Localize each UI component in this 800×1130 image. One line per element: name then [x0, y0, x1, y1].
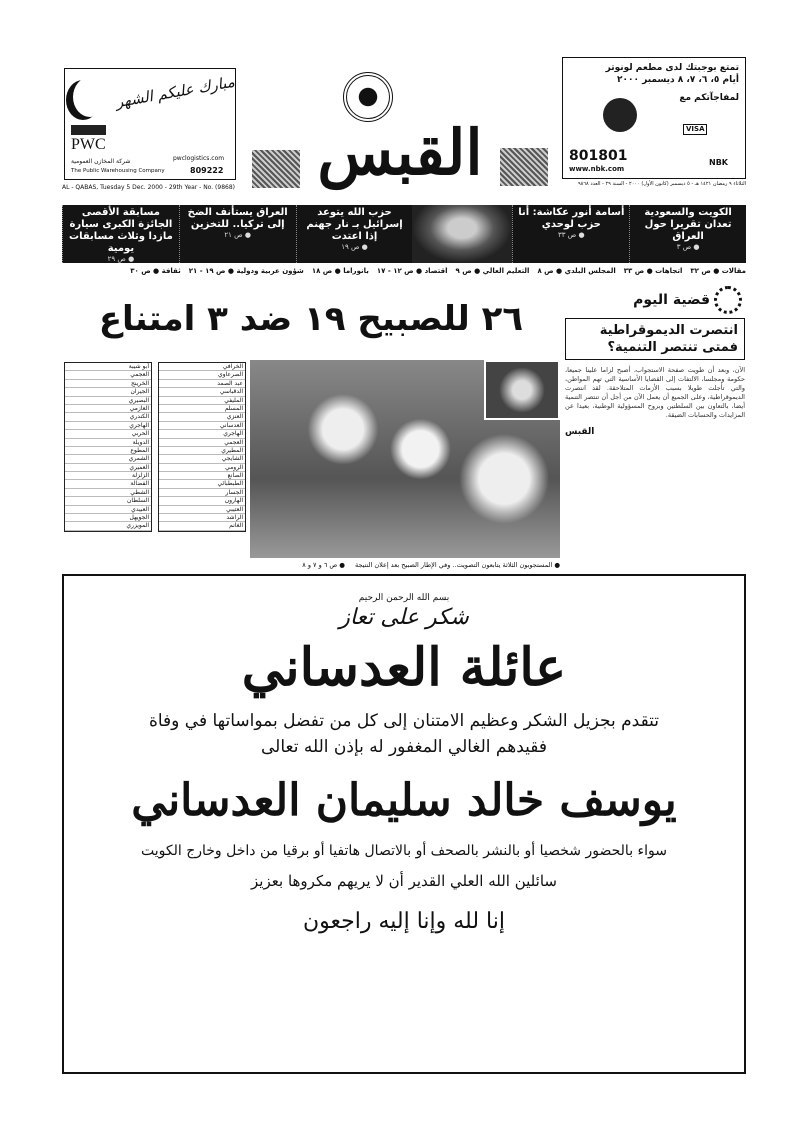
issue-column	[565, 318, 745, 438]
section-link[interactable]: اقتصاد ● ص ١٢ - ١٧	[376, 267, 448, 275]
vote-row: الحربي	[65, 430, 151, 438]
vote-row: الشايجي	[159, 455, 245, 463]
section-link[interactable]: المجلس البلدي ● ص ٨	[537, 267, 616, 275]
caption-text: ● المستجوبون الثلاثة يتابعون التصويت.. وفي الإطار الصبيح بعد إعلان النتيجة	[354, 561, 560, 569]
vote-row: الدقباسي	[159, 388, 245, 396]
vote-row: العميري	[65, 464, 151, 472]
vote-row: المطوع	[65, 447, 151, 455]
bismillah: بسم الله الرحمن الرحيم	[358, 593, 450, 603]
nbk-logo: NBK	[709, 158, 728, 167]
vote-row: الغانم	[159, 522, 245, 530]
ad-subtitle: شكر على تعاز	[339, 605, 469, 630]
deceased-name: يوسف خالد سليمان العدساني	[131, 775, 677, 826]
vote-row: المسلم	[159, 405, 245, 413]
teaser[interactable]: أسامة أنور عكاشة: أنا حزب لوحدي ● ص ٣٣	[512, 205, 629, 263]
dateline-ar: الثلاثاء ٩ رمضان ١٤٢١ هـ - ٥ ديسمبر (كانون الأول) ٢٠٠٠ - السنة ٢٩ - العدد ٩٨٦٨	[578, 181, 746, 187]
ad-line3: لمفاجآتكم مع	[679, 93, 739, 103]
masthead: القبس	[317, 116, 483, 189]
vote-row: العتيبي	[159, 506, 245, 514]
vote-row: الفضالة	[65, 480, 151, 488]
vote-row: الراشد	[159, 514, 245, 522]
issue-title: انتصرت الديموقراطية فمتى تنتصر التنمية؟	[565, 318, 745, 360]
vote-row: العازمي	[65, 405, 151, 413]
caption-page: ● ص ٦ و ٧ و ٨	[302, 561, 345, 569]
section-link[interactable]: بانوراما ● ص ١٨	[311, 267, 369, 275]
section-link[interactable]: شؤون عربية ودولية ● ص ١٩ - ٢١	[188, 267, 304, 275]
sun-logo-icon	[343, 72, 393, 122]
ad-line2: فقيدهم الغالي المغفور له بإذن الله تعالى	[260, 737, 547, 757]
family-name: عائلة العدساني	[241, 637, 567, 698]
section-index	[62, 266, 746, 276]
vote-row: الزلزلة	[65, 472, 151, 480]
inset-photo	[484, 360, 560, 420]
teaser[interactable]: حزب الله يتوعد إسرائيل بـ نار جهنم إذا اعتدت ● ص ١٩	[296, 205, 413, 263]
section-link[interactable]: ثقافة ● ص ٣٠	[130, 267, 181, 275]
ad-line3: سواء بالحضور شخصيا أو بالنشر بالصحف أو بالاتصال هاتفيا أو برقيا من داخل وخارج الكويت	[141, 843, 667, 859]
section-link[interactable]: التعليم العالي ● ص ٩	[455, 267, 530, 275]
vote-row: أبو شيبة	[65, 363, 151, 371]
vote-row: المطيري	[159, 447, 245, 455]
pwc-phone: 809222	[190, 166, 224, 175]
vote-row: الجويهل	[65, 514, 151, 522]
vote-row: الخرافي	[159, 363, 245, 371]
vote-table-right	[158, 362, 246, 532]
vote-row: العدساني	[159, 422, 245, 430]
vote-row: الشطي	[65, 489, 151, 497]
vote-row: الهاجري	[65, 422, 151, 430]
vote-row: العجمي	[65, 371, 151, 379]
photo-caption	[64, 561, 560, 570]
ad-line4: سائلين الله العلي القدير أن لا يريهم مكروها بعزيز	[251, 872, 557, 890]
dateline-en: AL - QABAS, Tuesday 5 Dec. 2000 - 29th Year - No. (9868)	[62, 184, 236, 191]
ad-closing: إنا لله وإنا إليه راجعون	[303, 909, 505, 934]
ad-line1: تمتع بوجبتك لدى مطعم لونوتر	[605, 63, 739, 73]
vote-row: السلطان	[65, 497, 151, 505]
vote-row: المويزري	[65, 522, 151, 530]
vote-row: الخرينج	[65, 380, 151, 388]
nbk-site: www.nbk.com	[569, 165, 625, 173]
portrait-photo	[412, 205, 512, 263]
vote-row: الطبطبائي	[159, 480, 245, 488]
teaser-banner	[62, 205, 746, 263]
company-en: The Public Warehousing Company	[71, 168, 165, 174]
vote-row: الكندري	[65, 413, 151, 421]
vote-row: العنزي	[159, 413, 245, 421]
pwc-ad	[64, 68, 236, 180]
vote-row: الدويلة	[65, 439, 151, 447]
vote-table-left	[64, 362, 152, 532]
ad-line1: تتقدم بجزيل الشكر وعظيم الامتنان إلى كل من تفضل بمواساتها في وفاة	[148, 711, 660, 731]
nbk-ad	[562, 57, 746, 179]
vote-row: الرومي	[159, 464, 245, 472]
teaser[interactable]: مسابقة الأقصى الجائزة الكبرى سيارة مازدا وثلاث مسابقات يومية ● ص ٢٩	[62, 205, 179, 263]
sun-small-icon	[714, 286, 742, 314]
ad-greeting: مبارك عليكم الشهر	[114, 72, 236, 112]
vote-row: الهاجري	[159, 430, 245, 438]
pwc-logo: PWC	[71, 125, 106, 154]
promo-box-left	[252, 150, 300, 188]
vote-row: الشمري	[65, 455, 151, 463]
condolence-ad	[62, 574, 746, 1074]
issue-signature: القبس	[565, 427, 595, 437]
vote-row: العجمي	[159, 439, 245, 447]
vote-row: الجسار	[159, 489, 245, 497]
card-logos: VISA	[683, 124, 707, 135]
main-headline: ٢٦ للصبيح ١٩ ضد ٣ امتناع	[98, 299, 524, 339]
nbk-phone: 801801	[569, 148, 628, 164]
issue-label: قضية اليوم	[633, 292, 710, 308]
vote-row: الصانع	[159, 472, 245, 480]
restaurant-seal-icon	[603, 98, 637, 132]
section-link[interactable]: اتجاهات ● ص ٣٣	[623, 267, 683, 275]
vote-row: الهارون	[159, 497, 245, 505]
vote-row: الصرعاوي	[159, 371, 245, 379]
teaser[interactable]: العراق يستأنف الضخ إلى تركيا.. للتخزين ● ص ٢١	[179, 205, 296, 263]
section-link[interactable]: مقالات ● ص ٣٢	[690, 267, 746, 275]
vote-row: العبيدي	[65, 506, 151, 514]
ad-line2: أيام ٥، ٦، ٧، ٨ ديسمبر ٢٠٠٠	[617, 75, 739, 85]
company-ar: شركة المخازن العمومية	[71, 158, 131, 165]
vote-row: المليفي	[159, 397, 245, 405]
vote-row: البصيري	[65, 397, 151, 405]
pwc-site: pwclogistics.com	[173, 155, 225, 162]
vote-row: الجيران	[65, 388, 151, 396]
issue-body: الآن، وبعد أن طويت صفحة الاستجواب، أصبح لزاما علينا جميعا، حكومة ومجلسا، الالتفات إلى القضايا الأساسية التي تهم المواطن، والتي تأجلت طويلا بسبب الأزمات المتلاحقة. لقد انتصرت الديموقراطية، وعلى الجميع أن يعمل الآن من أجل أن تنتصر التنمية أيضا، بالتعاون بين السلطتين وبروح المسؤولية الوطنية، بعيدا عن المزايدات والحسابات الضيقة.	[565, 366, 745, 419]
teaser[interactable]: الكويت والسعودية تعدان تقريرا حول العراق ● ص ٣	[629, 205, 746, 263]
vote-row: عبد الصمد	[159, 380, 245, 388]
crescent-icon	[73, 77, 107, 117]
